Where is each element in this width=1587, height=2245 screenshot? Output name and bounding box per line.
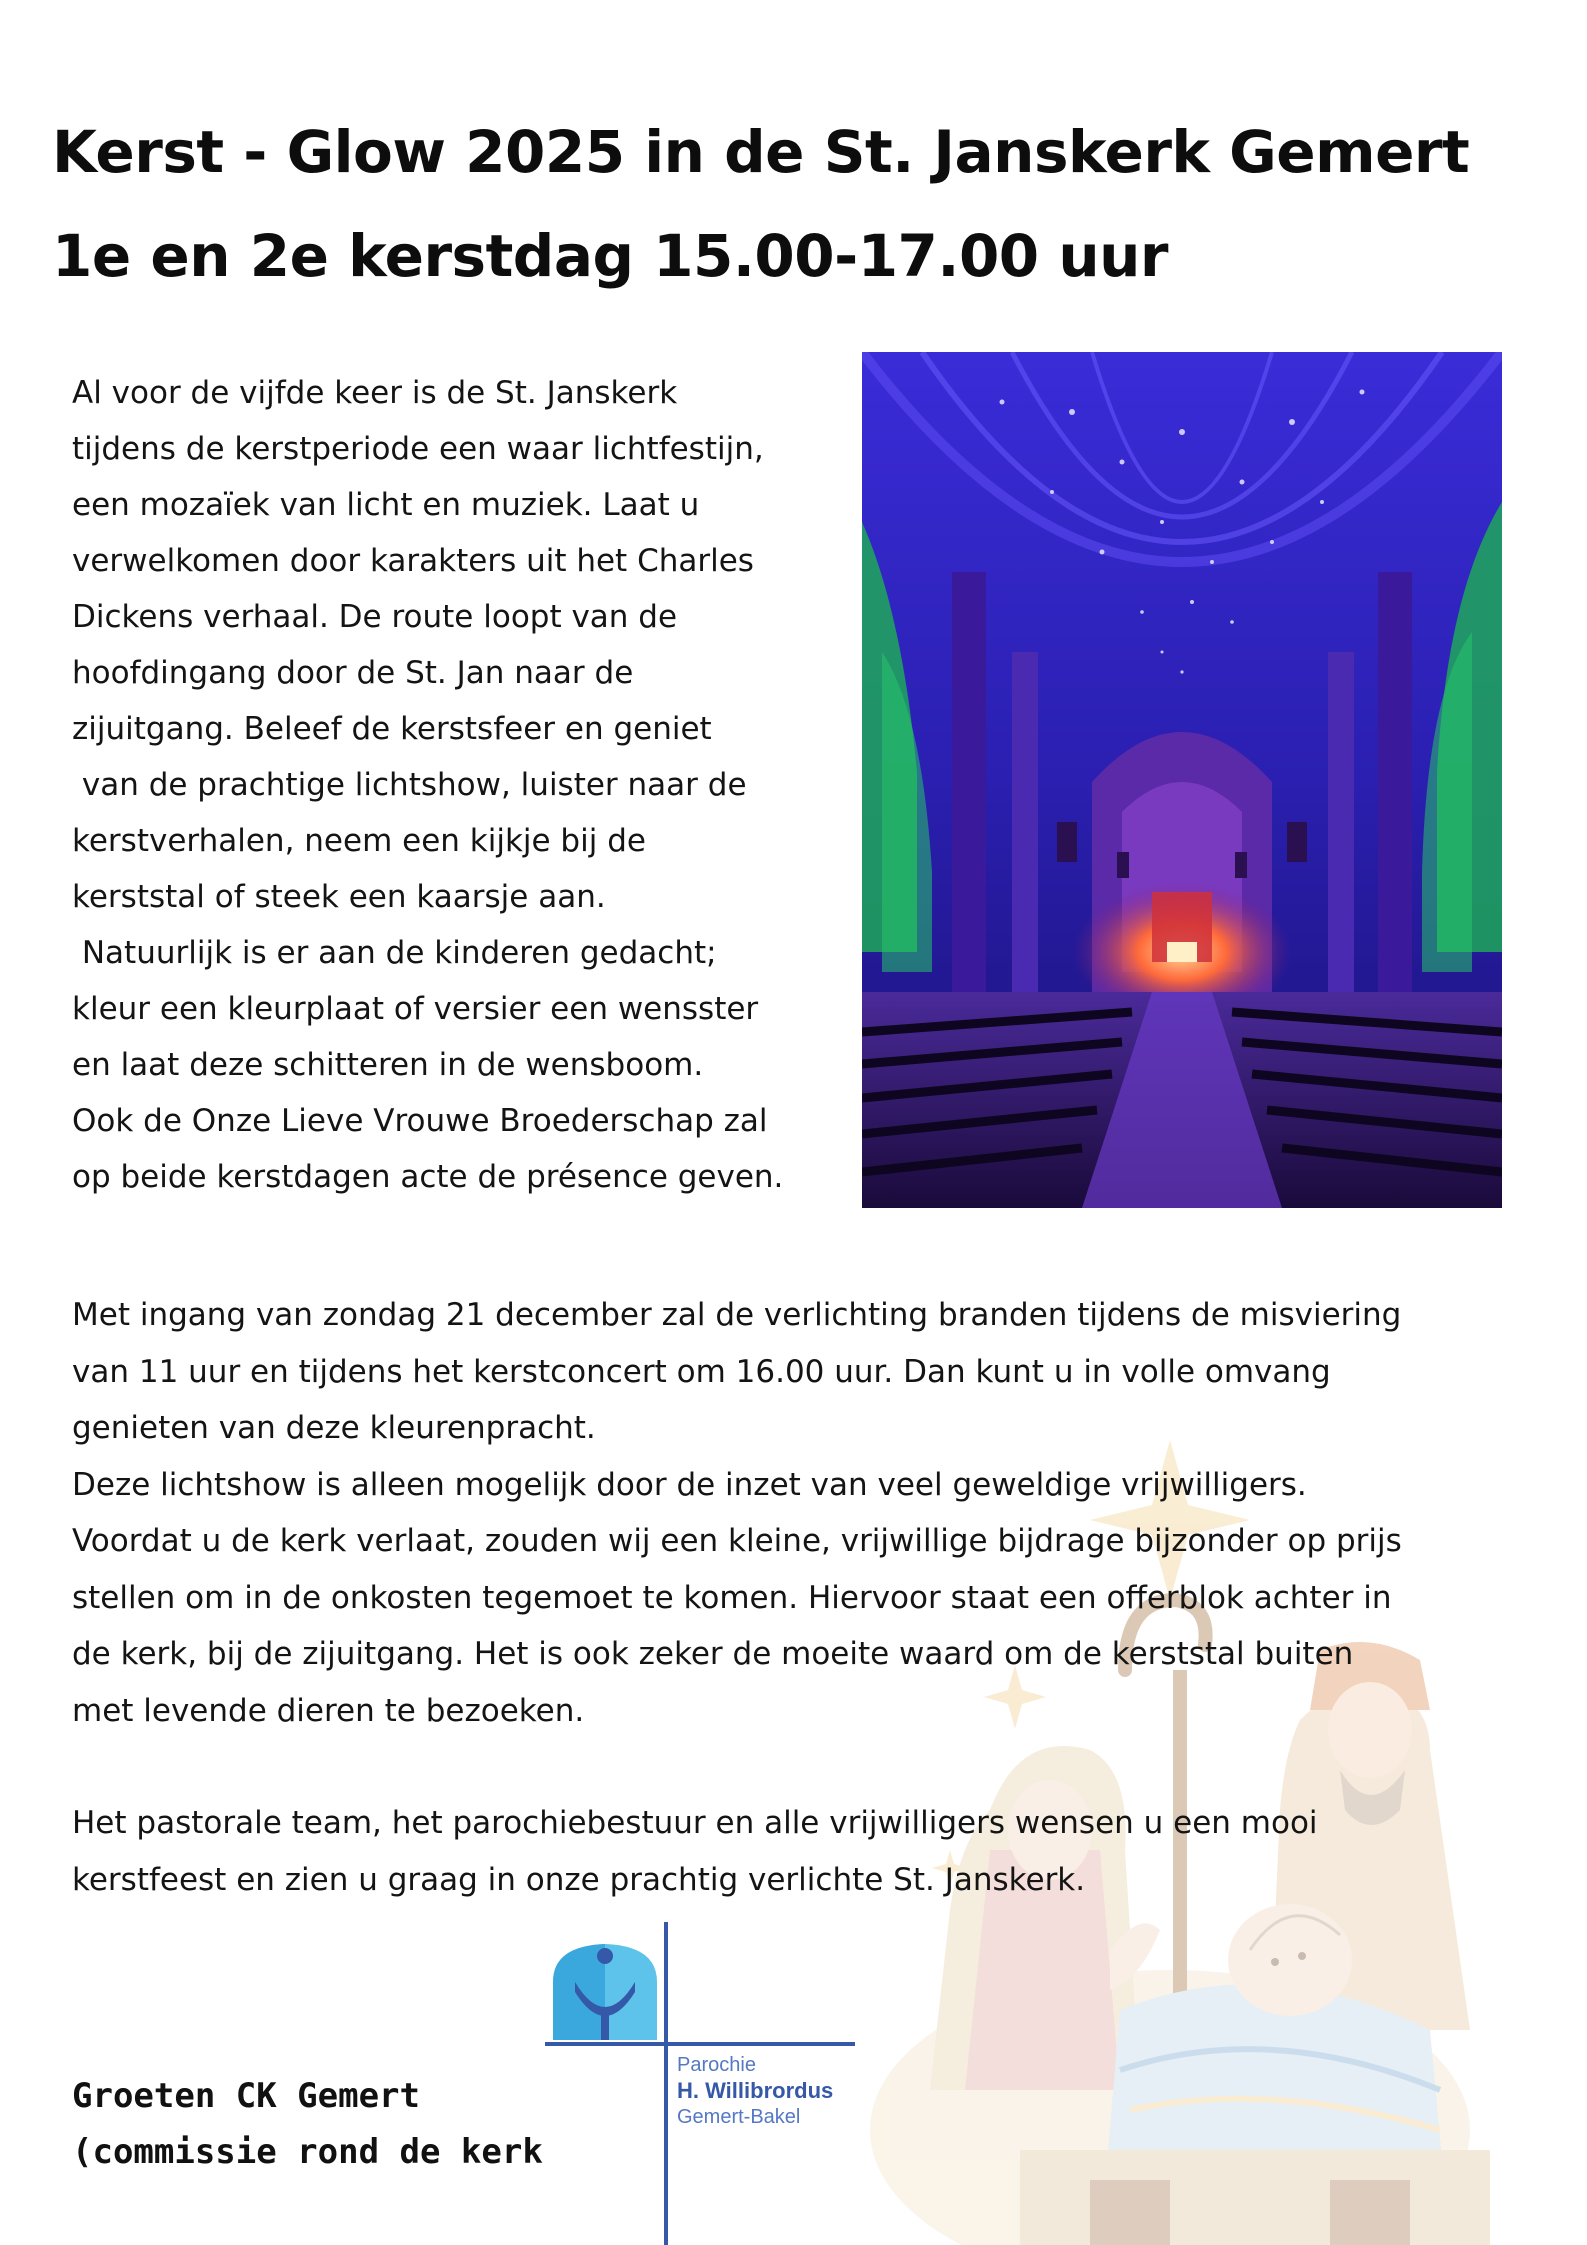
title-line-1: Kerst - Glow 2025 in de St. Janskerk Gemert bbox=[52, 118, 1470, 186]
intro-line: kerstverhalen, neem een kijkje bij de bbox=[72, 823, 646, 859]
intro-line: op beide kerstdagen acte de présence geven. bbox=[72, 1159, 784, 1195]
body-paragraph bbox=[72, 1287, 1532, 1908]
page-title bbox=[52, 100, 1552, 308]
parish-logo-text bbox=[677, 2052, 833, 2130]
intro-line: zijuitgang. Beleef de kerstsfeer en geniet bbox=[72, 711, 712, 747]
signature-line-1: Groeten CK Gemert bbox=[72, 2076, 420, 2116]
body-line: de kerk, bij de zijuitgang. Het is ook zeker de moeite waard om de kerststal buiten bbox=[72, 1636, 1354, 1672]
paragraph-gap bbox=[72, 1739, 1532, 1795]
intro-line: Al voor de vijfde keer is de St. Janskerk bbox=[72, 375, 678, 411]
intro-line: kleur een kleurplaat of versier een wensster bbox=[72, 991, 759, 1027]
intro-line: Ook de Onze Lieve Vrouwe Broederschap zal bbox=[72, 1103, 768, 1139]
intro-line: Dickens verhaal. De route loopt van de bbox=[72, 599, 678, 635]
intro-line: en laat deze schitteren in de wensboom. bbox=[72, 1047, 704, 1083]
body-line: met levende dieren te bezoeken. bbox=[72, 1692, 585, 1729]
title-line-2: 1e en 2e kerstdag 15.00-17.00 uur bbox=[52, 222, 1169, 290]
body-line: van 11 uur en tijdens het kerstconcert om 16.00 uur. Dan kunt u in volle omvang bbox=[72, 1353, 1331, 1390]
intro-line: een mozaïek van licht en muziek. Laat u bbox=[72, 487, 700, 523]
signature bbox=[72, 2068, 543, 2180]
signature-line-2: (commissie rond de kerk bbox=[72, 2132, 543, 2172]
logo-line-1: Parochie bbox=[677, 2054, 756, 2076]
closing-line: kerstfeest en zien u graag in onze prachtig verlichte St. Janskerk. bbox=[72, 1861, 1086, 1898]
intro-line: Natuurlijk is er aan de kinderen gedacht; bbox=[72, 935, 717, 971]
body-line: stellen om in de onkosten tegemoet te komen. Hiervoor staat een offerblok achter in bbox=[72, 1579, 1392, 1616]
body-line: Met ingang van zondag 21 december zal de verlichting branden tijdens de misviering bbox=[72, 1297, 1402, 1333]
body-line: Deze lichtshow is alleen mogelijk door de inzet van veel geweldige vrijwilligers. bbox=[72, 1466, 1307, 1503]
intro-line: kerststal of steek een kaarsje aan. bbox=[72, 879, 606, 915]
intro-line: verwelkomen door karakters uit het Charles bbox=[72, 543, 754, 579]
intro-paragraph bbox=[72, 365, 862, 1205]
body-line: genieten van deze kleurenpracht. bbox=[72, 1410, 596, 1446]
intro-line: tijdens de kerstperiode een waar lichtfestijn, bbox=[72, 431, 764, 467]
closing-line: Het pastorale team, het parochiebestuur en alle vrijwilligers wensen u een mooi bbox=[72, 1805, 1318, 1841]
logo-line-2: H. Willibrordus bbox=[677, 2078, 834, 2103]
intro-line: van de prachtige lichtshow, luister naar de bbox=[72, 767, 747, 803]
church-interior-photo bbox=[862, 352, 1502, 1208]
body-line: Voordat u de kerk verlaat, zouden wij een kleine, vrijwillige bijdrage bijzonder op prijs bbox=[72, 1523, 1402, 1559]
church-interior-illustration bbox=[862, 352, 1502, 1208]
logo-line-3: Gemert-Bakel bbox=[677, 2106, 801, 2128]
intro-line: hoofdingang door de St. Jan naar de bbox=[72, 655, 634, 691]
